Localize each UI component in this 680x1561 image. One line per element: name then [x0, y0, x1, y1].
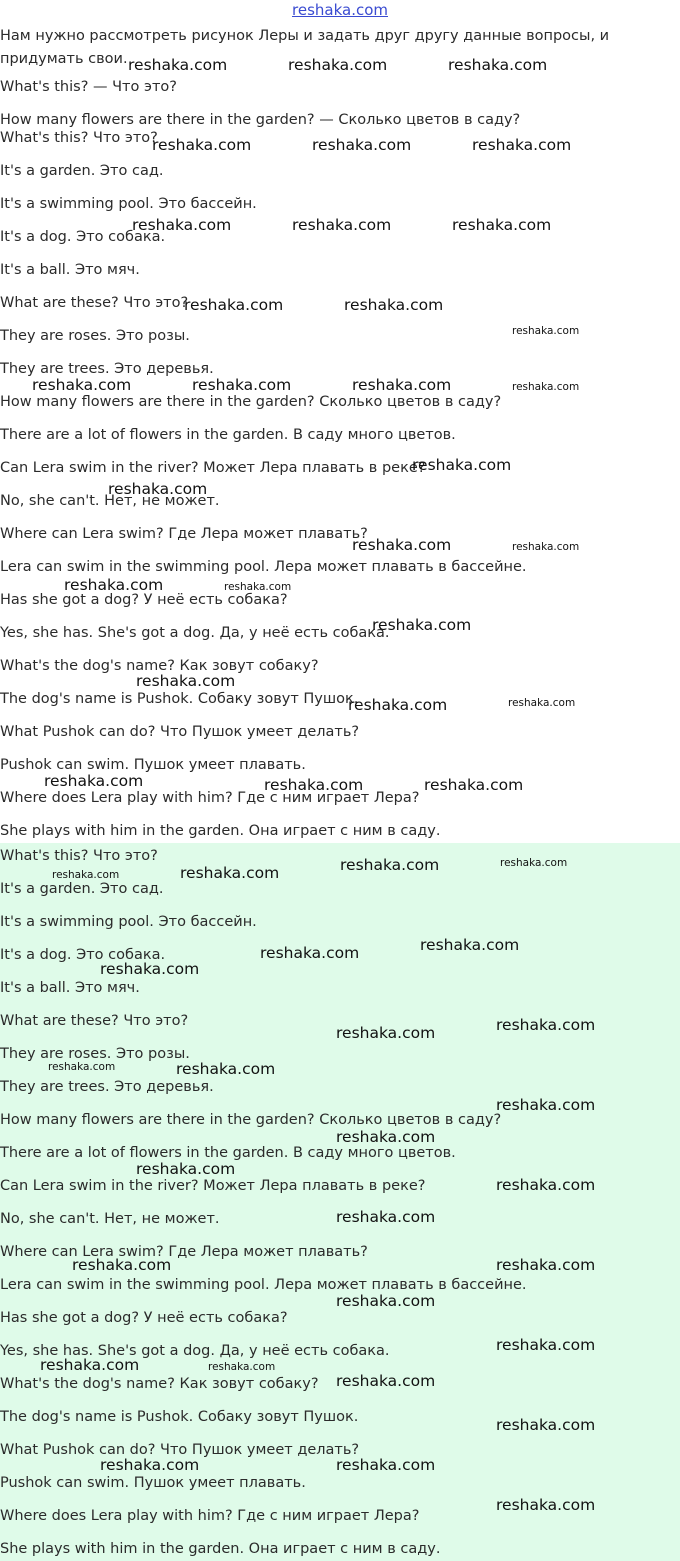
answer-line: There are a lot of flowers in the garden. В саду много цветов.: [0, 427, 456, 443]
answer-line: She plays with him in the garden. Она играет с ним в саду.: [0, 823, 441, 839]
watermark: reshaka.com: [496, 1416, 596, 1434]
watermark: reshaka.com: [336, 1128, 436, 1146]
answer-line: Pushok can swim. Пушок умеет плавать.: [0, 757, 306, 773]
answer-line: What Pushok can do? Что Пушок умеет делать?: [0, 1442, 360, 1458]
watermark: reshaka.com: [336, 1024, 436, 1042]
watermark: reshaka.com: [208, 1361, 276, 1373]
answer-line: What's the dog's name? Как зовут собаку?: [0, 1376, 319, 1392]
answer-line: What's this? Что это?: [0, 848, 158, 864]
watermark: reshaka.com: [512, 541, 580, 553]
watermark: reshaka.com: [136, 1160, 236, 1178]
answer-line: Can Lera swim in the river? Может Лера плавать в реке?: [0, 1178, 426, 1194]
answer-line: What are these? Что это?: [0, 1013, 189, 1029]
watermark: reshaka.com: [292, 216, 392, 234]
answer-line: Yes, she has. She's got a dog. Да, у неё есть собака.: [0, 1343, 390, 1359]
answer-line: They are roses. Это розы.: [0, 328, 190, 344]
watermark: reshaka.com: [64, 576, 164, 594]
answer-line: There are a lot of flowers in the garden. В саду много цветов.: [0, 1145, 456, 1161]
watermark: reshaka.com: [48, 1061, 116, 1073]
answer-line: It's a ball. Это мяч.: [0, 980, 140, 996]
answer-line: Has she got a dog? У неё есть собака?: [0, 592, 288, 608]
watermark: reshaka.com: [496, 1096, 596, 1114]
answer-line: Pushok can swim. Пушок умеет плавать.: [0, 1475, 306, 1491]
watermark: reshaka.com: [352, 536, 452, 554]
watermark: reshaka.com: [512, 325, 580, 337]
answer-line: Lera can swim in the swimming pool. Лера может плавать в бассейне.: [0, 1277, 527, 1293]
answer-line: What's this? Что это?: [0, 130, 158, 146]
watermark: reshaka.com: [128, 56, 228, 74]
watermark: reshaka.com: [420, 936, 520, 954]
watermark: reshaka.com: [344, 296, 444, 314]
watermark: reshaka.com: [496, 1336, 596, 1354]
watermark: reshaka.com: [424, 776, 524, 794]
watermark: reshaka.com: [192, 376, 292, 394]
watermark: reshaka.com: [44, 772, 144, 790]
answer-line: The dog's name is Pushok. Собаку зовут Пушок.: [0, 1409, 359, 1425]
watermark: reshaka.com: [176, 1060, 276, 1078]
answer-line: They are trees. Это деревья.: [0, 1079, 214, 1095]
watermark: reshaka.com: [448, 56, 548, 74]
answer-line: They are trees. Это деревья.: [0, 361, 214, 377]
answer-line: It's a garden. Это сад.: [0, 163, 164, 179]
answer-line: No, she can't. Нет, не может.: [0, 493, 220, 509]
watermark: reshaka.com: [336, 1372, 436, 1390]
watermark: reshaka.com: [412, 456, 512, 474]
watermark: reshaka.com: [472, 136, 572, 154]
answer-line: How many flowers are there in the garden? Сколько цветов в саду?: [0, 394, 502, 410]
watermark: reshaka.com: [136, 672, 236, 690]
watermark: reshaka.com: [132, 216, 232, 234]
answer-line: Where does Lera play with him? Где с ним играет Лера?: [0, 1508, 420, 1524]
answer-line: Can Lera swim in the river? Может Лера плавать в реке?: [0, 460, 426, 476]
answer-line: The dog's name is Pushok. Собаку зовут Пушок.: [0, 691, 359, 707]
watermark: reshaka.com: [452, 216, 552, 234]
answer-line: Yes, she has. She's got a dog. Да, у неё есть собака.: [0, 625, 390, 641]
watermark: reshaka.com: [72, 1256, 172, 1274]
watermark: reshaka.com: [152, 136, 252, 154]
answer-line: Lera can swim in the swimming pool. Лера может плавать в бассейне.: [0, 559, 527, 575]
watermark: reshaka.com: [184, 296, 284, 314]
answer-line: Where can Lera swim? Где Лера может плавать?: [0, 526, 368, 542]
watermark: reshaka.com: [224, 581, 292, 593]
answer-line: What's the dog's name? Как зовут собаку?: [0, 658, 319, 674]
question-line: How many flowers are there in the garden? — Сколько цветов в саду?: [0, 112, 521, 128]
watermark: reshaka.com: [336, 1208, 436, 1226]
watermark: reshaka.com: [336, 1292, 436, 1310]
watermark: reshaka.com: [260, 944, 360, 962]
intro-text: Нам нужно рассмотреть рисунок Леры и задать друг другу данные вопросы, и придумать свои.: [0, 28, 610, 67]
watermark: reshaka.com: [288, 56, 388, 74]
answer-line: Where does Lera play with him? Где с ним играет Лера?: [0, 790, 420, 806]
answer-line: It's a ball. Это мяч.: [0, 262, 140, 278]
watermark: reshaka.com: [508, 697, 576, 709]
watermark: reshaka.com: [352, 376, 452, 394]
site-link[interactable]: reshaka.com: [292, 1, 388, 19]
answer-line: Where can Lera swim? Где Лера может плавать?: [0, 1244, 368, 1260]
watermark: reshaka.com: [108, 480, 208, 498]
answer-line: How many flowers are there in the garden? Сколько цветов в саду?: [0, 1112, 502, 1128]
watermark: reshaka.com: [496, 1496, 596, 1514]
watermark: reshaka.com: [100, 1456, 200, 1474]
watermark: reshaka.com: [100, 960, 200, 978]
answer-line: What are these? Что это?: [0, 295, 189, 311]
answer-line: They are roses. Это розы.: [0, 1046, 190, 1062]
answer-line: She plays with him in the garden. Она играет с ним в саду.: [0, 1541, 441, 1557]
answer-line: It's a dog. Это собака.: [0, 947, 166, 963]
answer-line: What Pushok can do? Что Пушок умеет делать?: [0, 724, 360, 740]
watermark: reshaka.com: [312, 136, 412, 154]
watermark: reshaka.com: [40, 1356, 140, 1374]
watermark: reshaka.com: [180, 864, 280, 882]
watermark: reshaka.com: [512, 381, 580, 393]
answer-line: It's a swimming pool. Это бассейн.: [0, 196, 257, 212]
watermark: reshaka.com: [336, 1456, 436, 1474]
watermark: reshaka.com: [372, 616, 472, 634]
watermark: reshaka.com: [496, 1256, 596, 1274]
watermark: reshaka.com: [496, 1016, 596, 1034]
watermark: reshaka.com: [32, 376, 132, 394]
answer-line: It's a swimming pool. Это бассейн.: [0, 914, 257, 930]
answer-line: It's a garden. Это сад.: [0, 881, 164, 897]
watermark: reshaka.com: [264, 776, 364, 794]
question-line: What's this? — Что это?: [0, 79, 177, 95]
answer-line: Has she got a dog? У неё есть собака?: [0, 1310, 288, 1326]
watermark: reshaka.com: [496, 1176, 596, 1194]
answer-line: It's a dog. Это собака.: [0, 229, 166, 245]
answer-line: No, she can't. Нет, не может.: [0, 1211, 220, 1227]
watermark: reshaka.com: [348, 696, 448, 714]
watermark: reshaka.com: [500, 857, 568, 869]
watermark: reshaka.com: [52, 869, 120, 881]
watermark: reshaka.com: [340, 856, 440, 874]
